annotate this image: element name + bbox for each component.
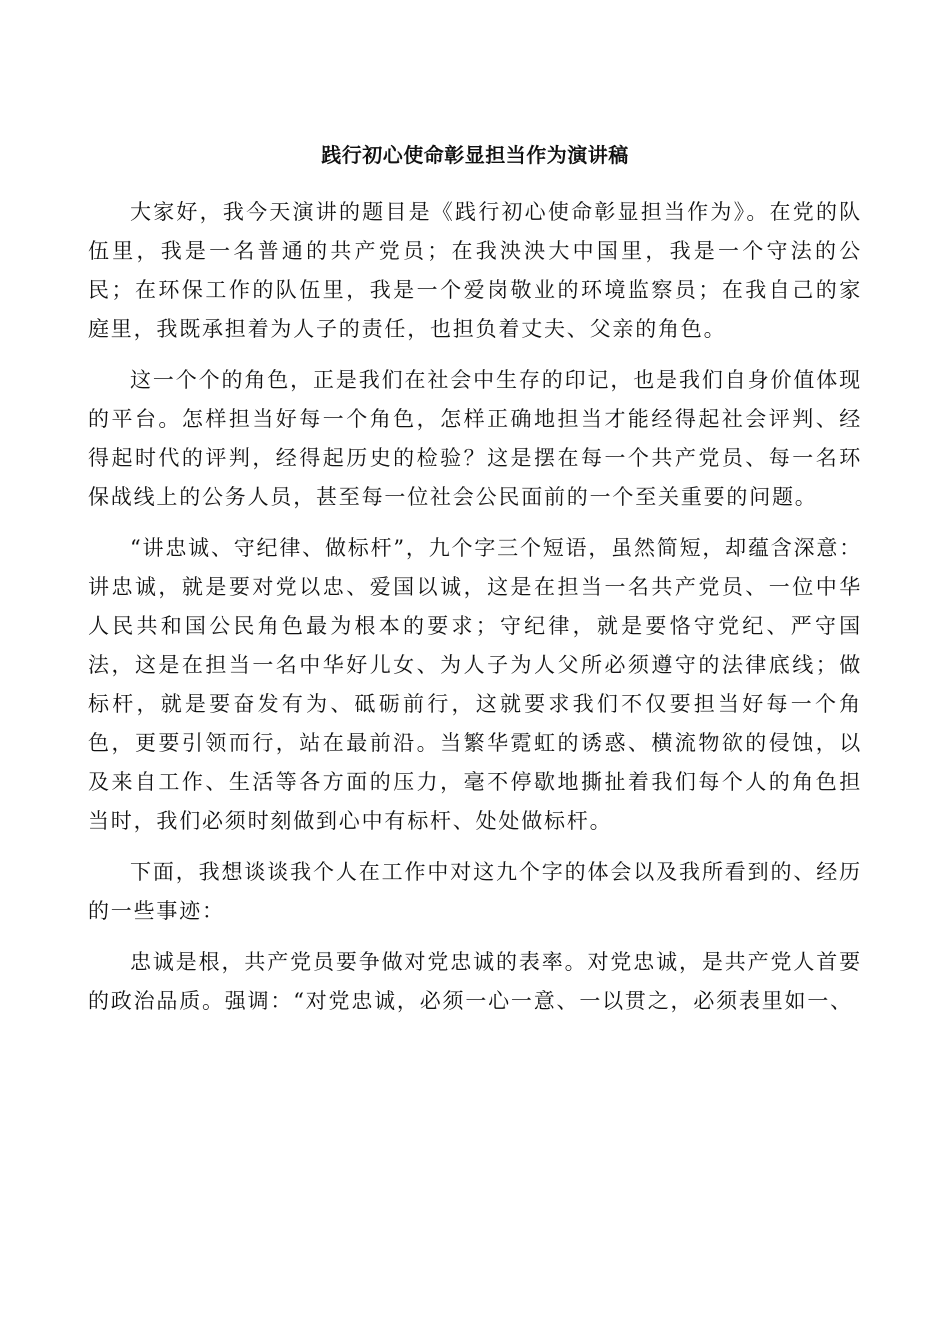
paragraph-3: “讲忠诚、守纪律、做标杆”，九个字三个短语，虽然简短，却蕴含深意：讲忠诚，就是要对党以忠、爱国以诚，这是在担当一名共产党员、一位中华人民共和国公民角色最为根本的要求；守纪律，就是要恪守党纪、严守国法，这是在担当一名中华好儿女、为人子为人父所必须遵守的法律底线；做标杆，就是要奋发有为、砥砺前行，这就要求我们不仅要担当好每一个角色，更要引领而行，站在最前沿。当繁华霓虹的诱惑、横流物欲的侵蚀，以及来自工作、生活等各方面的压力，毫不停歇地撕扯着我们每个人的角色担当时，我们必须时刻做到心中有标杆、处处做标杆。 (88, 536, 862, 833)
paragraph-4: 下面，我想谈谈我个人在工作中对这九个字的体会以及我所看到的、经历的一些事迹： (88, 860, 862, 923)
paragraph-1: 大家好，我今天演讲的题目是《践行初心使命彰显担当作为》。在党的队伍里，我是一名普通的共产党员；在我泱泱大中国里，我是一个守法的公民；在环保工作的队伍里，我是一个爱岗敬业的环境监察员；在我自己的家庭里，我既承担着为人子的责任，也担负着丈夫、父亲的角色。 (88, 200, 862, 341)
document-body (88, 193, 862, 1033)
paragraph-2: 这一个个的角色，正是我们在社会中生存的印记，也是我们自身价值体现的平台。怎样担当好每一个角色，怎样正确地担当才能经得起社会评判、经得起时代的评判，经得起历史的检验？这是摆在每一个共产党员、每一名环保战线上的公务人员，甚至每一位社会公民面前的一个至关重要的问题。 (88, 368, 862, 509)
paragraph-5: 忠诚是根，共产党员要争做对党忠诚的表率。对党忠诚，是共产党人首要的政治品质。强调：“对党忠诚，必须一心一意、一以贯之，必须表里如一、 (88, 950, 862, 1013)
document-title: 践行初心使命彰显担当作为演讲稿 (321, 143, 629, 167)
